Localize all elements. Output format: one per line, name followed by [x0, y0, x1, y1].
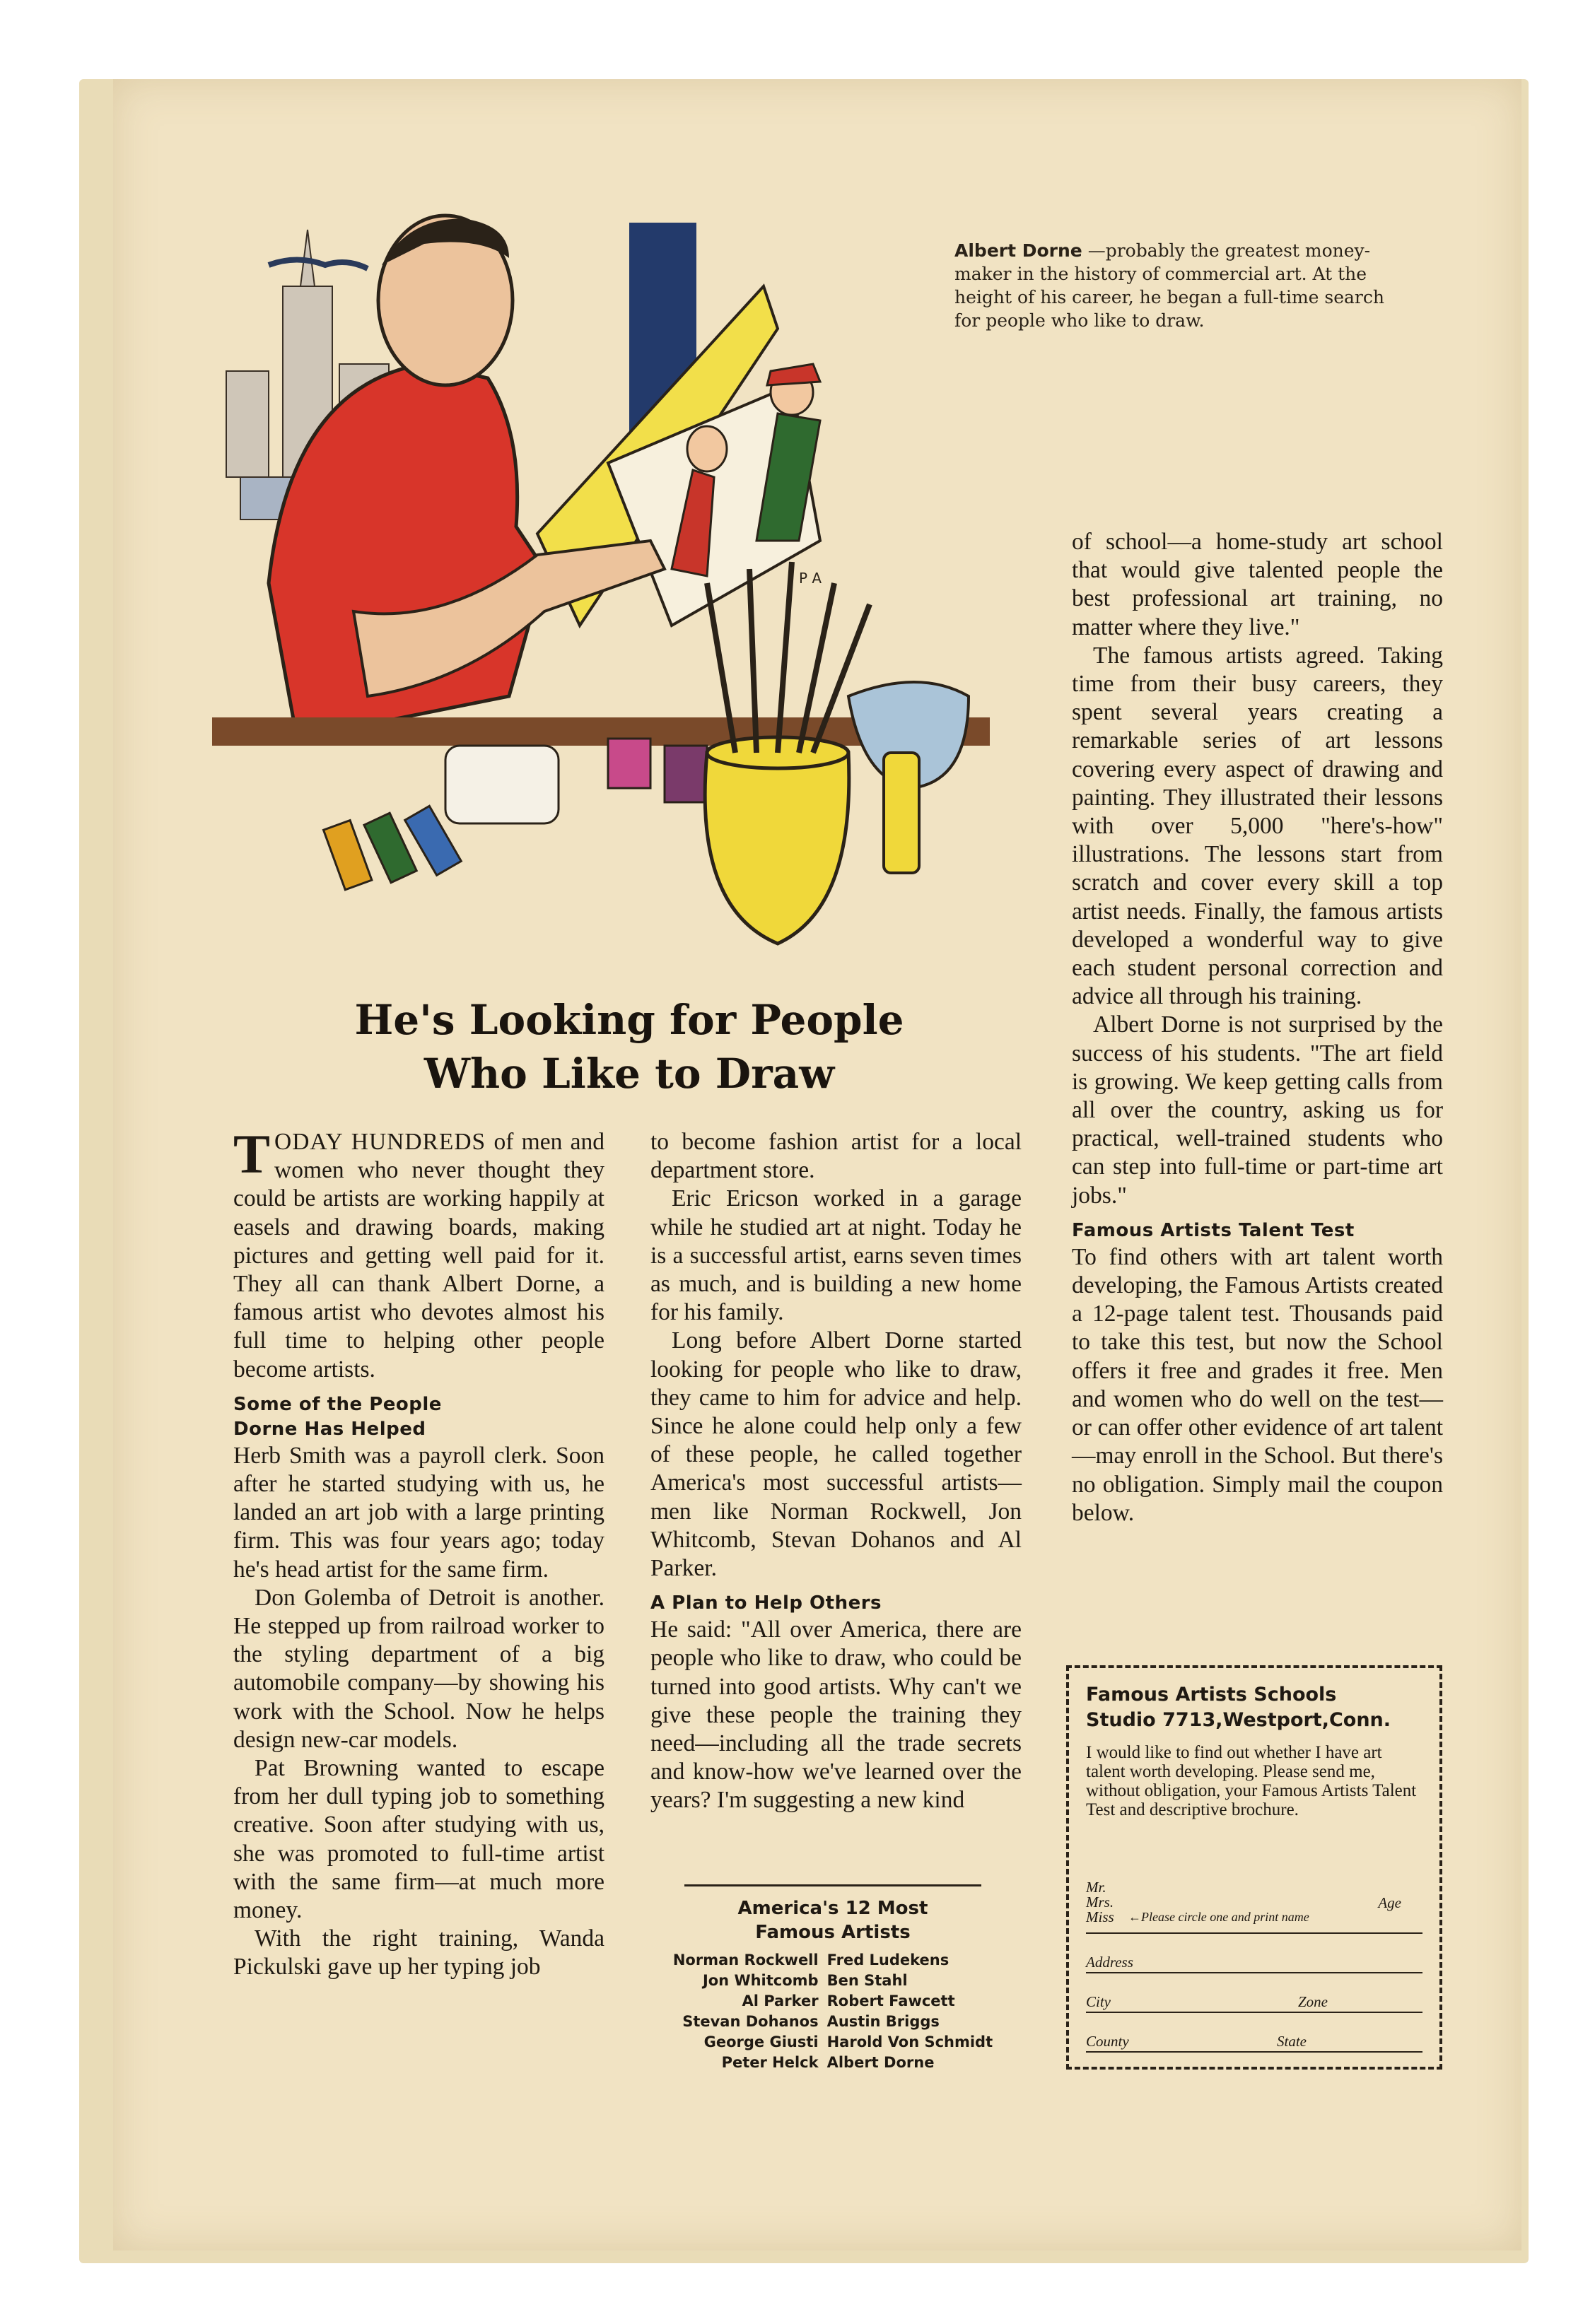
artist-name: Robert Fawcett: [826, 1993, 955, 2009]
address-field[interactable]: [1086, 1954, 1422, 1973]
paragraph: He said: "All over America, there are people who like to draw, who could be turned into good artists. Why can't we give these people the training they need—including all the trade secrets and know-how we've learned over the years? I'm suggesting a new kind: [650, 1616, 1022, 1814]
artist-name: George Giusti: [703, 2034, 819, 2050]
artist-name: Jon Whitcomb: [702, 1972, 819, 1989]
caption-name: Albert Dorne: [954, 240, 1082, 261]
coupon-address: Studio 7713,Westport,Conn.: [1086, 1709, 1391, 1731]
artists-title: [649, 1896, 1017, 1944]
paragraph: The famous artists agreed. Taking time from their busy careers, they spent several years creating a remarkable series of art lessons covering every aspect of drawing and painting. They illustrated their lessons with over 5,000 "here's-how" illustrations. The lessons start from scratch and cover every skill a top artist needs. Finally, the famous artists developed a wonderful way to give each student personal correction and advice all through his training.: [1072, 642, 1443, 1010]
artist-row: [669, 1971, 997, 1991]
artists-title-line: Famous Artists: [755, 1922, 911, 1943]
artist-row: [669, 2012, 997, 2032]
cloud: [269, 260, 368, 269]
illustration-caption: [954, 239, 1407, 332]
artist-name: Harold Von Schmidt: [826, 2034, 993, 2050]
artist-name: Peter Helck: [721, 2054, 819, 2071]
artist-name: Stevan Dohanos: [682, 2013, 819, 2030]
paragraph: to become fashion artist for a local department store.: [650, 1129, 1022, 1184]
artists-table: [669, 1950, 997, 2073]
city-label: City: [1086, 1993, 1111, 2010]
county-label: County: [1086, 2033, 1129, 2050]
headline-line-2: Who Like to Draw: [423, 1050, 835, 1098]
brush-jar: [705, 562, 870, 944]
artist-name: Austin Briggs: [826, 2013, 940, 2030]
city-zone-field[interactable]: [1086, 1993, 1422, 2013]
subheading: Famous Artists Talent Test: [1072, 1219, 1355, 1241]
paint-supplies: [324, 739, 707, 890]
artist-name: Al Parker: [742, 1993, 819, 2009]
paragraph: With the right training, Wanda Pickulski gave up her typing job: [233, 1925, 604, 1980]
albert-dorne-illustration: [212, 201, 1032, 993]
state-label: State: [1277, 2033, 1307, 2050]
paragraph: Pat Browning wanted to escape from her dull typing job to something creative. Soon after studying with us, she was promoted to full-time artist with the same firm—at much more money.: [233, 1755, 604, 1924]
subheading-line: Some of the People: [233, 1393, 442, 1415]
headline: [283, 993, 976, 1101]
headline-line-1: He's Looking for People: [354, 996, 904, 1044]
subheading: A Plan to Help Others: [650, 1592, 882, 1614]
dancer-man-hat: [767, 364, 820, 385]
paragraph: Long before Albert Dorne started looking for people who like to draw, they came to him for advice and help. Since he alone could help only a few of these people, he called together America's most successful artists—men like Norman Rockwell, Jon Whitcomb, Stevan Dohanos and Al Parker.: [650, 1327, 1022, 1582]
subheading: [233, 1392, 604, 1442]
coupon-school-name: Famous Artists Schools: [1086, 1684, 1337, 1706]
coupon-body: I would like to find out whether I have art talent worth developing. Please send me, without obligation, your Famous Artists Talent Test and descriptive brochure.: [1086, 1743, 1417, 1819]
artist-name: Ben Stahl: [826, 1972, 908, 1989]
article-column-1: [233, 1123, 605, 1982]
mail-coupon[interactable]: [1066, 1665, 1442, 2070]
drop-cap: T: [233, 1123, 271, 1185]
title-mrs[interactable]: Mrs.: [1086, 1894, 1114, 1911]
article-column-3: [1072, 528, 1443, 1527]
subheading-line: Dorne Has Helped: [233, 1418, 426, 1440]
divider: [684, 1884, 981, 1886]
county-state-field[interactable]: [1086, 2033, 1422, 2053]
coupon-header: [1086, 1682, 1422, 1733]
paragraph: Herb Smith was a payroll clerk. Soon after he started studying with us, he landed an art job with a large printing firm. This was four years ago; today he's head artist for the same firm.: [233, 1442, 604, 1583]
paragraph: of school—a home-study art school that would give talented people the best professional art training, no matter where they live.": [1072, 529, 1443, 640]
famous-artists-list: [649, 1884, 1017, 2073]
dancer-woman-head: [687, 426, 727, 471]
age-label: Age: [1378, 1894, 1401, 1911]
circle-note: ←Please circle one and print name: [1128, 1910, 1309, 1924]
paragraph: To find others with art talent worth developing, the Famous Artists created a 12-page talent test. Thousands paid to take this test, but now the School offers it free and grades it free. Men and women who do well on the test—or can offer other evidence of art talent—may enroll in the School. But there's no obligation. Simply mail the coupon below.: [1072, 1243, 1443, 1526]
paragraph: Albert Dorne is not surprised by the success of his students. "The art field is growing. We keep getting calls from all over the country, asking us for practical, well-trained students who can step into full-time or part-time art jobs.": [1072, 1011, 1443, 1209]
paragraph: of men and women who never thought they could be artists are working happily at easels and drawing boards, making pictures and getting well paid for it. They all can thank Albert Dorne, a famous artist who devotes almost his full time to helping other people become artists.: [233, 1129, 605, 1383]
artist-row: [669, 2053, 997, 2073]
name-field[interactable]: [1086, 1880, 1422, 1934]
caption-text: —probably the greatest money-maker in the history of commercial art. At the height of his career, he began a full-time search for people who like to draw.: [954, 240, 1384, 331]
artists-title-line: America's 12 Most: [737, 1898, 928, 1919]
artist-name: Albert Dorne: [826, 2054, 935, 2071]
canvas-mark: P A: [799, 570, 822, 587]
artist-name: Norman Rockwell: [672, 1952, 819, 1968]
artist-name: Fred Ludekens: [826, 1952, 950, 1968]
artist-row: [669, 1991, 997, 2012]
artist-row: [669, 1950, 997, 1971]
yellow-bottle: [884, 753, 919, 873]
article-column-2: [650, 1128, 1022, 1815]
title-miss[interactable]: Miss: [1086, 1908, 1114, 1925]
paragraph: Don Golemba of Detroit is another. He stepped up from railroad worker to the styling department of a big automobile company—by showing his work with the School. Now he helps design new-car models.: [233, 1584, 604, 1753]
artist-row: [669, 2032, 997, 2053]
zone-label: Zone: [1298, 1993, 1328, 2010]
paragraph: Eric Ericson worked in a garage while he studied art at night. Today he is a successful artist, earns seven times as much, and is building a new home for his family.: [650, 1185, 1022, 1326]
lead-in: ODAY HUNDREDS: [274, 1129, 486, 1155]
address-label: Address: [1086, 1954, 1133, 1971]
title-mr[interactable]: Mr.: [1086, 1879, 1106, 1896]
